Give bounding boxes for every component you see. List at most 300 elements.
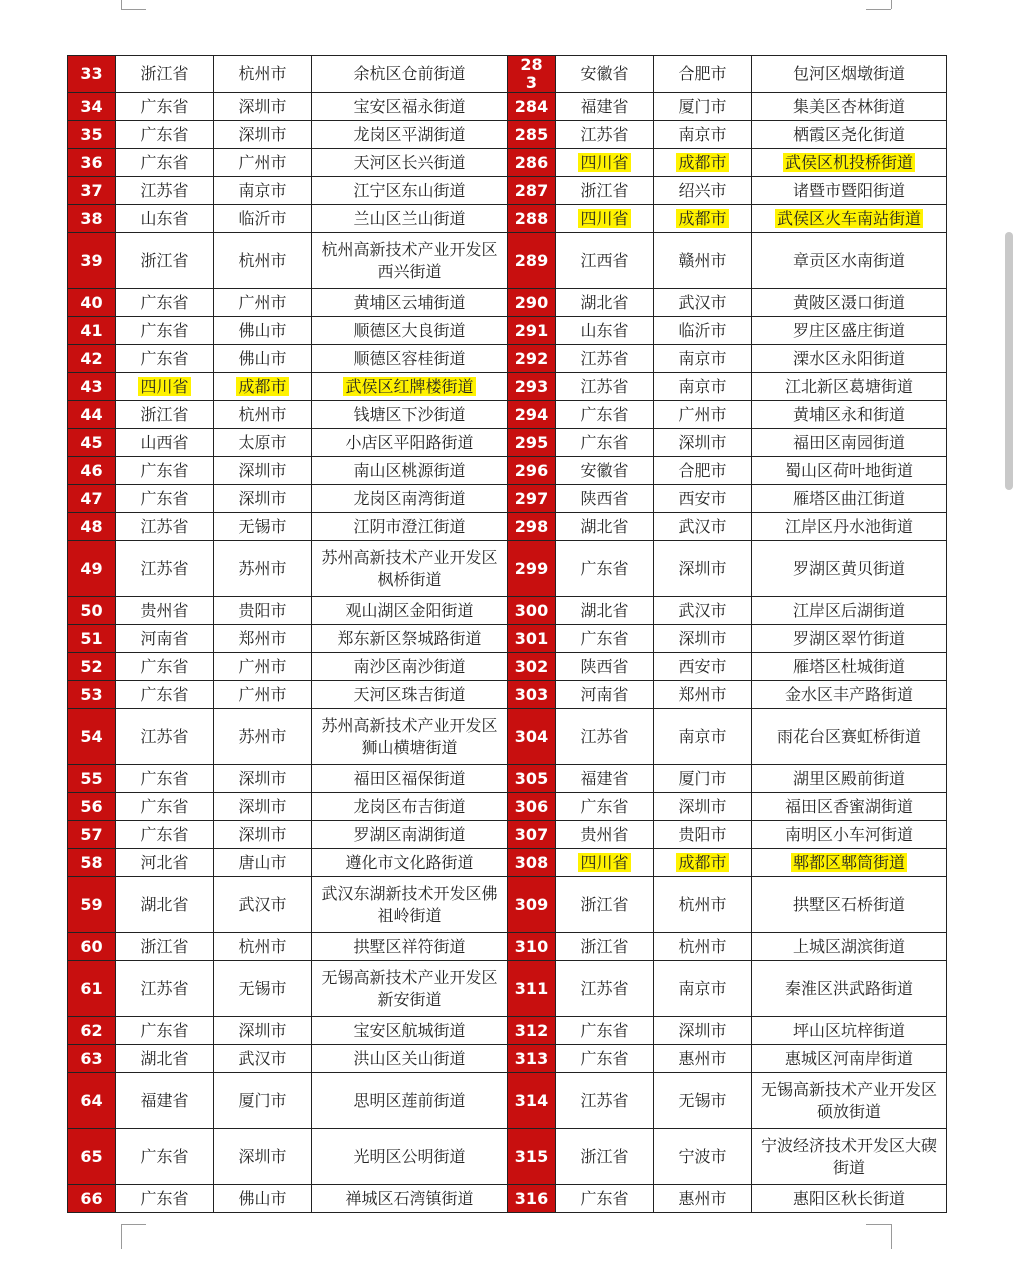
right-street-cell-text: 惠城区河南岸街道 (784, 1048, 913, 1068)
left-street-cell-text: 武侯区红牌楼街道 (345, 376, 474, 396)
table-row (68, 765, 947, 793)
left-city-cell-text: 无锡市 (238, 978, 287, 998)
left-city-cell (214, 429, 312, 457)
right-city-cell (654, 681, 752, 709)
left-city-cell-text: 深圳市 (238, 824, 287, 844)
right-city-cell (654, 849, 752, 877)
right-row-number-text: 305 (514, 768, 549, 788)
left-street-cell-text: 黄埔区云埔街道 (353, 292, 466, 312)
left-street-cell-text: 思明区莲前街道 (353, 1090, 466, 1110)
left-city-cell (214, 1073, 312, 1129)
left-row-number-text: 66 (80, 1188, 103, 1208)
right-province-cell (556, 709, 654, 765)
right-province-cell (556, 653, 654, 681)
left-province-cell (116, 1073, 214, 1129)
right-province-cell (556, 345, 654, 373)
left-street-cell-text: 禅城区石湾镇街道 (345, 1188, 474, 1208)
left-row-number-text: 33 (80, 64, 103, 83)
right-city-cell-text: 厦门市 (678, 768, 727, 788)
left-province-cell-text: 广东省 (140, 824, 189, 844)
table-row (68, 429, 947, 457)
left-row-number (68, 1073, 116, 1129)
left-street-cell (312, 933, 508, 961)
left-city-cell (214, 933, 312, 961)
right-street-cell-text: 江北新区葛塘街道 (784, 376, 913, 396)
left-row-number (68, 93, 116, 121)
right-street-cell (752, 485, 947, 513)
left-province-cell (116, 233, 214, 289)
left-row-number-text: 42 (80, 348, 103, 368)
left-city-cell-text: 唐山市 (238, 852, 287, 872)
left-street-cell (312, 121, 508, 149)
right-street-cell-text: 罗湖区黄贝街道 (792, 558, 905, 578)
right-province-cell-text: 福建省 (580, 96, 629, 116)
right-row-number (508, 1073, 556, 1129)
right-row-number-text: 313 (514, 1048, 549, 1068)
left-province-cell (116, 1017, 214, 1045)
right-street-cell (752, 877, 947, 933)
right-province-cell-text: 广东省 (580, 1020, 629, 1040)
left-row-number (68, 401, 116, 429)
right-province-cell (556, 541, 654, 597)
right-province-cell-text: 浙江省 (580, 936, 629, 956)
right-province-cell-text: 福建省 (580, 768, 629, 788)
right-street-cell (752, 317, 947, 345)
left-city-cell (214, 849, 312, 877)
right-street-cell-text: 惠阳区秋长街道 (792, 1188, 905, 1208)
left-row-number (68, 233, 116, 289)
left-row-number (68, 597, 116, 625)
left-province-cell-text: 广东省 (140, 124, 189, 144)
table-row (68, 681, 947, 709)
table-row (68, 513, 947, 541)
right-row-number-text: 302 (514, 656, 549, 676)
left-street-cell-text: 苏州高新技术产业开发区狮山横塘街道 (321, 715, 498, 757)
left-row-number-text: 53 (80, 684, 103, 704)
right-city-cell (654, 93, 752, 121)
table-row (68, 1129, 947, 1185)
right-row-number (508, 149, 556, 177)
left-street-cell (312, 205, 508, 233)
left-city-cell (214, 345, 312, 373)
right-city-cell-text: 成都市 (678, 208, 727, 228)
right-city-cell-text: 杭州市 (678, 936, 727, 956)
right-street-cell-text: 栖霞区尧化街道 (792, 124, 905, 144)
right-city-cell (654, 597, 752, 625)
right-street-cell (752, 513, 947, 541)
left-row-number-text: 65 (80, 1146, 103, 1166)
right-city-cell-text: 南京市 (678, 124, 727, 144)
right-province-cell (556, 1045, 654, 1073)
right-street-cell (752, 681, 947, 709)
vertical-scrollbar[interactable] (1005, 232, 1013, 490)
right-city-cell (654, 541, 752, 597)
left-row-number (68, 961, 116, 1017)
right-city-cell-text: 南京市 (678, 376, 727, 396)
left-province-cell-text: 广东省 (140, 768, 189, 788)
right-province-cell (556, 877, 654, 933)
table-row (68, 653, 947, 681)
left-province-cell (116, 849, 214, 877)
left-province-cell (116, 121, 214, 149)
left-province-cell-text: 湖北省 (140, 1048, 189, 1068)
left-row-number-text: 56 (80, 796, 103, 816)
right-province-cell (556, 177, 654, 205)
right-row-number-text: 294 (514, 404, 549, 424)
table-row (68, 373, 947, 401)
right-province-cell-text: 安徽省 (580, 64, 629, 83)
right-city-cell-text: 赣州市 (678, 250, 727, 270)
left-street-cell-text: 江宁区东山街道 (353, 180, 466, 200)
right-street-cell-text: 武侯区火车南站街道 (776, 208, 921, 228)
left-row-number (68, 653, 116, 681)
left-city-cell-text: 深圳市 (238, 488, 287, 508)
right-row-number-text: 291 (514, 320, 549, 340)
right-city-cell-text: 成都市 (678, 852, 727, 872)
left-street-cell (312, 93, 508, 121)
right-province-cell (556, 485, 654, 513)
left-city-cell (214, 317, 312, 345)
right-row-number-text: 306 (514, 796, 549, 816)
left-street-cell-text: 光明区公明街道 (353, 1146, 466, 1166)
right-province-cell (556, 681, 654, 709)
right-province-cell (556, 149, 654, 177)
right-province-cell (556, 457, 654, 485)
right-city-cell-text: 厦门市 (678, 96, 727, 116)
left-city-cell (214, 681, 312, 709)
right-street-cell-text: 黄埔区永和街道 (792, 404, 905, 424)
right-province-cell (556, 1073, 654, 1129)
right-street-cell-text: 章贡区水南街道 (792, 250, 905, 270)
right-province-cell-text: 浙江省 (580, 1146, 629, 1166)
left-row-number-text: 64 (80, 1090, 103, 1110)
left-province-cell-text: 广东省 (140, 320, 189, 340)
left-province-cell (116, 765, 214, 793)
left-street-cell (312, 373, 508, 401)
left-city-cell (214, 401, 312, 429)
left-row-number-text: 62 (80, 1020, 103, 1040)
left-province-cell-text: 广东省 (140, 684, 189, 704)
left-row-number (68, 345, 116, 373)
left-street-cell-text: 拱墅区祥符街道 (353, 936, 466, 956)
right-row-number (508, 681, 556, 709)
right-row-number-text: 315 (514, 1146, 549, 1166)
right-row-number-text: 308 (514, 852, 549, 872)
right-city-cell-text: 宁波市 (678, 1146, 727, 1166)
table-row (68, 849, 947, 877)
left-row-number-text: 60 (80, 936, 103, 956)
left-row-number (68, 429, 116, 457)
table-row (68, 933, 947, 961)
left-province-cell (116, 681, 214, 709)
left-street-cell-text: 龙岗区平湖街道 (353, 124, 466, 144)
left-province-cell-text: 浙江省 (140, 404, 189, 424)
right-city-cell-text: 南京市 (678, 726, 727, 746)
crop-mark-top-left-h (121, 9, 146, 10)
right-city-cell-text: 深圳市 (678, 432, 727, 452)
left-city-cell-text: 苏州市 (238, 558, 287, 578)
crop-mark-top-right-h (866, 9, 891, 10)
right-street-cell (752, 933, 947, 961)
right-row-number-text: 312 (514, 1020, 549, 1040)
right-city-cell (654, 1073, 752, 1129)
right-province-cell (556, 373, 654, 401)
left-row-number-text: 36 (80, 152, 103, 172)
right-street-cell-text: 湖里区殿前街道 (792, 768, 905, 788)
left-city-cell-text: 杭州市 (238, 404, 287, 424)
right-street-cell-text: 武侯区机投桥街道 (784, 152, 913, 172)
left-province-cell-text: 江苏省 (140, 180, 189, 200)
right-row-number (508, 653, 556, 681)
left-row-number (68, 56, 116, 93)
left-province-cell (116, 709, 214, 765)
right-province-cell (556, 56, 654, 93)
right-province-cell-text: 陕西省 (580, 488, 629, 508)
left-province-cell (116, 653, 214, 681)
left-street-cell-text: 顺德区大良街道 (353, 320, 466, 340)
left-street-cell-text: 江阴市澄江街道 (353, 516, 466, 536)
right-province-cell (556, 121, 654, 149)
left-province-cell (116, 56, 214, 93)
left-city-cell-text: 深圳市 (238, 124, 287, 144)
left-province-cell-text: 广东省 (140, 96, 189, 116)
left-row-number-text: 58 (80, 852, 103, 872)
left-row-number (68, 681, 116, 709)
right-street-cell-text: 包河区烟墩街道 (792, 64, 905, 83)
left-city-cell-text: 厦门市 (238, 1090, 287, 1110)
left-row-number (68, 121, 116, 149)
left-city-cell-text: 苏州市 (238, 726, 287, 746)
left-province-cell (116, 513, 214, 541)
right-city-cell-text: 广州市 (678, 404, 727, 424)
left-city-cell-text: 广州市 (238, 152, 287, 172)
left-province-cell-text: 江苏省 (140, 558, 189, 578)
left-province-cell-text: 贵州省 (140, 600, 189, 620)
right-city-cell-text: 杭州市 (678, 894, 727, 914)
left-street-cell-text: 龙岗区布吉街道 (353, 796, 466, 816)
table-row (68, 1073, 947, 1129)
right-province-cell-text: 江苏省 (580, 726, 629, 746)
right-province-cell-text: 广东省 (580, 1048, 629, 1068)
right-city-cell (654, 429, 752, 457)
left-city-cell-text: 佛山市 (238, 1188, 287, 1208)
left-province-cell (116, 1045, 214, 1073)
left-province-cell-text: 浙江省 (140, 936, 189, 956)
right-city-cell-text: 武汉市 (678, 292, 727, 312)
left-province-cell-text: 广东省 (140, 460, 189, 480)
right-row-number-text: 307 (514, 824, 549, 844)
right-city-cell-text: 成都市 (678, 152, 727, 172)
right-province-cell (556, 317, 654, 345)
right-street-cell (752, 1017, 947, 1045)
right-row-number (508, 597, 556, 625)
right-province-cell (556, 1185, 654, 1213)
right-province-cell-text: 湖北省 (580, 516, 629, 536)
left-row-number (68, 793, 116, 821)
right-city-cell-text: 西安市 (678, 488, 727, 508)
table-row (68, 485, 947, 513)
left-province-cell (116, 177, 214, 205)
left-street-cell-text: 苏州高新技术产业开发区枫桥街道 (321, 547, 498, 589)
right-city-cell-text: 合肥市 (678, 460, 727, 480)
left-row-number-text: 49 (80, 558, 103, 578)
right-city-cell (654, 317, 752, 345)
right-street-cell-text: 黄陂区滠口街道 (792, 292, 905, 312)
right-city-cell-text: 绍兴市 (678, 180, 727, 200)
left-province-cell (116, 345, 214, 373)
left-row-number-text: 46 (80, 460, 103, 480)
left-row-number (68, 625, 116, 653)
left-city-cell (214, 121, 312, 149)
left-street-cell (312, 597, 508, 625)
right-city-cell (654, 345, 752, 373)
left-row-number-text: 35 (80, 124, 103, 144)
right-province-cell (556, 93, 654, 121)
left-row-number (68, 1017, 116, 1045)
left-city-cell-text: 深圳市 (238, 96, 287, 116)
left-city-cell-text: 广州市 (238, 292, 287, 312)
right-street-cell (752, 401, 947, 429)
left-city-cell (214, 513, 312, 541)
left-city-cell-text: 成都市 (238, 376, 287, 396)
right-row-number (508, 625, 556, 653)
right-city-cell (654, 177, 752, 205)
left-city-cell-text: 南京市 (238, 180, 287, 200)
right-street-cell-text: 江岸区丹水池街道 (784, 516, 913, 536)
left-province-cell (116, 541, 214, 597)
right-row-number-text: 292 (514, 348, 549, 368)
left-province-cell-text: 浙江省 (140, 250, 189, 270)
right-city-cell (654, 289, 752, 317)
right-row-number (508, 205, 556, 233)
left-row-number (68, 485, 116, 513)
right-province-cell (556, 1017, 654, 1045)
left-row-number (68, 513, 116, 541)
right-street-cell (752, 849, 947, 877)
right-city-cell (654, 457, 752, 485)
left-province-cell-text: 广东省 (140, 1146, 189, 1166)
right-province-cell-text: 四川省 (580, 852, 629, 872)
right-province-cell-text: 江苏省 (580, 348, 629, 368)
left-city-cell-text: 郑州市 (238, 628, 287, 648)
left-city-cell-text: 佛山市 (238, 348, 287, 368)
left-street-cell (312, 541, 508, 597)
right-city-cell (654, 149, 752, 177)
left-row-number-text: 39 (80, 250, 103, 270)
left-province-cell-text: 四川省 (140, 376, 189, 396)
left-street-cell (312, 56, 508, 93)
right-province-cell (556, 793, 654, 821)
left-province-cell-text: 广东省 (140, 152, 189, 172)
right-street-cell-text: 罗庄区盛庄街道 (792, 320, 905, 340)
left-city-cell (214, 93, 312, 121)
right-row-number-text: 304 (514, 726, 549, 746)
table-row (68, 289, 947, 317)
right-city-cell (654, 709, 752, 765)
left-row-number-text: 63 (80, 1048, 103, 1068)
table-row (68, 597, 947, 625)
left-row-number-text: 57 (80, 824, 103, 844)
left-city-cell (214, 793, 312, 821)
left-street-cell-text: 无锡高新技术产业开发区新安街道 (321, 967, 498, 1009)
right-row-number (508, 429, 556, 457)
right-street-cell-text: 诸暨市暨阳街道 (792, 180, 905, 200)
left-street-cell (312, 681, 508, 709)
left-city-cell-text: 武汉市 (238, 894, 287, 914)
left-city-cell-text: 广州市 (238, 656, 287, 676)
right-row-number (508, 709, 556, 765)
left-street-cell (312, 1129, 508, 1185)
right-street-cell-text: 福田区香蜜湖街道 (784, 796, 913, 816)
right-row-number (508, 289, 556, 317)
left-city-cell (214, 1045, 312, 1073)
right-row-number (508, 233, 556, 289)
left-city-cell (214, 1017, 312, 1045)
right-street-cell-text: 雨花台区赛虹桥街道 (776, 726, 921, 746)
table-row (68, 961, 947, 1017)
right-row-number (508, 541, 556, 597)
left-province-cell-text: 江苏省 (140, 726, 189, 746)
left-street-cell (312, 429, 508, 457)
left-city-cell (214, 457, 312, 485)
left-row-number-text: 44 (80, 404, 103, 424)
right-row-number-text: 289 (514, 250, 549, 270)
left-street-cell (312, 849, 508, 877)
left-row-number-text: 47 (80, 488, 103, 508)
right-row-number-text: 303 (514, 684, 549, 704)
right-row-number (508, 93, 556, 121)
left-province-cell (116, 149, 214, 177)
right-row-number-text: 296 (514, 460, 549, 480)
right-street-cell-text: 金水区丰产路街道 (784, 684, 913, 704)
left-row-number-text: 40 (80, 292, 103, 312)
right-street-cell (752, 625, 947, 653)
left-row-number (68, 1129, 116, 1185)
table-row (68, 793, 947, 821)
right-row-number (508, 317, 556, 345)
right-street-cell (752, 1185, 947, 1213)
right-province-cell (556, 401, 654, 429)
left-street-cell-text: 宝安区福永街道 (353, 96, 466, 116)
left-row-number (68, 849, 116, 877)
right-province-cell-text: 安徽省 (580, 460, 629, 480)
right-city-cell-text: 深圳市 (678, 1020, 727, 1040)
left-row-number (68, 541, 116, 597)
left-street-cell-text: 天河区珠吉街道 (353, 684, 466, 704)
left-street-cell-text: 兰山区兰山街道 (353, 208, 466, 228)
right-province-cell-text: 四川省 (580, 152, 629, 172)
right-row-number-text: 297 (514, 488, 549, 508)
right-row-number-text: 301 (514, 628, 549, 648)
right-city-cell-text: 贵阳市 (678, 824, 727, 844)
right-row-number-text: 285 (514, 124, 549, 144)
left-street-cell (312, 401, 508, 429)
left-province-cell-text: 江苏省 (140, 516, 189, 536)
left-street-cell (312, 793, 508, 821)
left-city-cell-text: 杭州市 (238, 250, 287, 270)
right-city-cell (654, 1017, 752, 1045)
right-city-cell (654, 1129, 752, 1185)
left-row-number-text: 41 (80, 320, 103, 340)
left-street-cell (312, 345, 508, 373)
left-street-cell-text: 郑东新区祭城路街道 (337, 628, 482, 648)
right-province-cell (556, 597, 654, 625)
left-street-cell-text: 武汉东湖新技术开发区佛祖岭街道 (321, 883, 498, 925)
left-row-number (68, 205, 116, 233)
left-street-cell-text: 观山湖区金阳街道 (345, 600, 474, 620)
left-row-number-text: 37 (80, 180, 103, 200)
left-row-number-text: 54 (80, 726, 103, 746)
